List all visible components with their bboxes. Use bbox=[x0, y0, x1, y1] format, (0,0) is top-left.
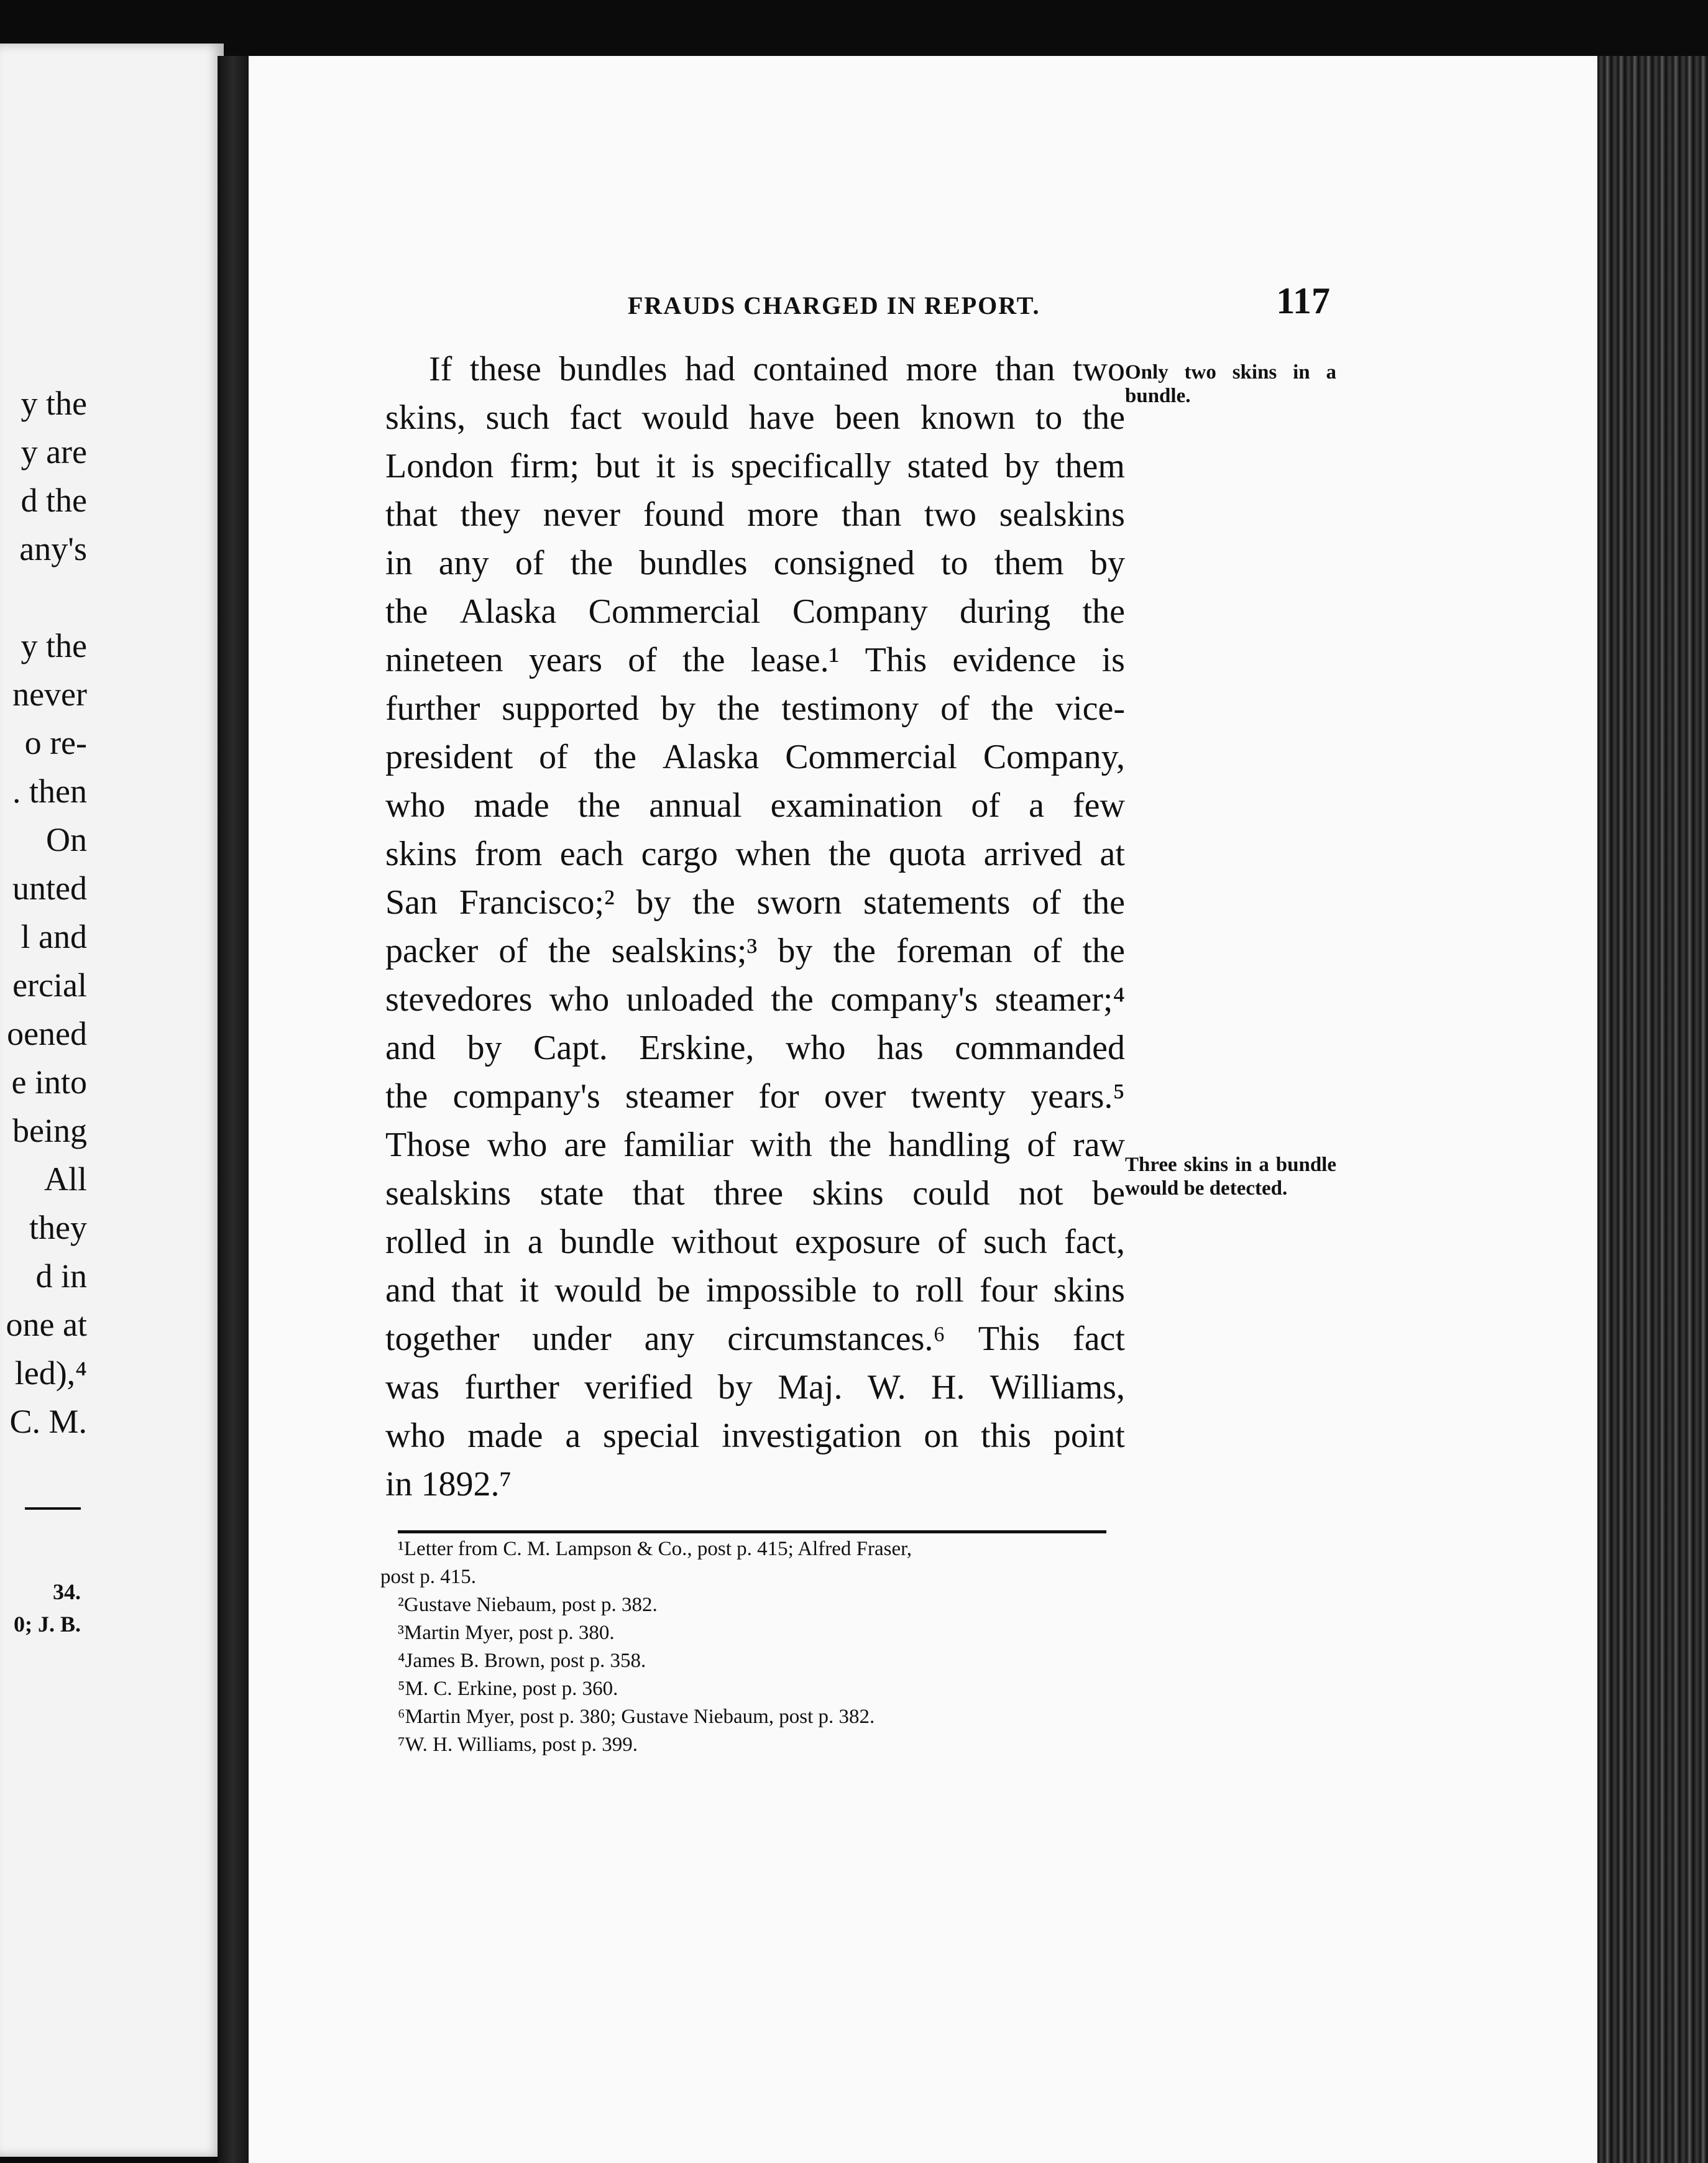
word: If bbox=[429, 350, 452, 388]
word: a bbox=[565, 1417, 581, 1455]
word: This bbox=[978, 1320, 1040, 1358]
word: is bbox=[691, 447, 715, 485]
word: this bbox=[981, 1417, 1032, 1455]
word: Francisco;² bbox=[459, 883, 615, 922]
word: a bbox=[1029, 786, 1044, 825]
text-line bbox=[385, 927, 1125, 975]
word: is bbox=[1101, 641, 1125, 679]
left-line: never bbox=[12, 676, 87, 713]
word: steamer bbox=[625, 1077, 734, 1116]
word: two bbox=[1073, 350, 1125, 388]
word: the bbox=[771, 980, 814, 1019]
word: skins, bbox=[385, 398, 466, 437]
text-line bbox=[385, 733, 1125, 781]
text-line bbox=[385, 1218, 1125, 1266]
word: sealskins bbox=[385, 1174, 512, 1213]
word: firm; bbox=[510, 447, 580, 485]
word: Those bbox=[385, 1126, 471, 1164]
word: the bbox=[577, 786, 621, 825]
word: under bbox=[532, 1320, 612, 1358]
text-line bbox=[385, 830, 1125, 878]
word: them bbox=[994, 544, 1064, 582]
word: circumstances.⁶ bbox=[727, 1320, 945, 1358]
word: Alaska bbox=[459, 592, 557, 631]
word: on bbox=[924, 1417, 959, 1455]
word: it bbox=[656, 447, 676, 485]
word: of bbox=[1032, 883, 1061, 922]
text-line bbox=[385, 539, 1125, 587]
left-line: On bbox=[46, 821, 87, 858]
text-line bbox=[385, 975, 1125, 1024]
left-line: any's bbox=[19, 530, 87, 567]
left-line: ercial bbox=[12, 967, 87, 1004]
text-line bbox=[385, 1266, 1125, 1315]
word: who bbox=[385, 1417, 446, 1455]
word: Commercial bbox=[588, 592, 761, 631]
word: more bbox=[906, 350, 978, 388]
sidenote-three-skins: Three skins in a bundle would be detected. bbox=[1125, 1154, 1336, 1200]
word: in bbox=[385, 544, 413, 582]
word: to bbox=[1035, 398, 1063, 437]
word: by bbox=[717, 1368, 753, 1407]
left-line: y the bbox=[21, 385, 87, 422]
word: Alaska bbox=[662, 738, 760, 776]
left-page-fragment bbox=[0, 44, 224, 2157]
page-number: 117 bbox=[1276, 280, 1330, 321]
word: two bbox=[924, 495, 977, 534]
word: than bbox=[841, 495, 902, 534]
word: for bbox=[758, 1077, 799, 1116]
left-line: d in bbox=[35, 1257, 87, 1295]
word: the bbox=[594, 738, 637, 776]
text-line bbox=[385, 1121, 1125, 1169]
text-line bbox=[385, 1363, 1125, 1412]
word: This bbox=[865, 641, 927, 679]
left-line: one at bbox=[6, 1306, 87, 1343]
text-line bbox=[385, 1412, 1125, 1460]
word: testimony bbox=[781, 689, 919, 728]
footnote: post p. 415. bbox=[380, 1566, 477, 1588]
word: was bbox=[385, 1368, 440, 1407]
word: the bbox=[570, 544, 613, 582]
word: of bbox=[1032, 932, 1062, 970]
word: Commercial bbox=[785, 738, 957, 776]
word: nineteen bbox=[385, 641, 503, 679]
footnote: ⁵M. C. Erkine, post p. 360. bbox=[398, 1678, 618, 1700]
word: by bbox=[1004, 447, 1040, 485]
body-text bbox=[385, 345, 1125, 1509]
word: four bbox=[980, 1271, 1038, 1310]
word: of bbox=[515, 544, 544, 582]
word: San bbox=[385, 883, 438, 922]
word: W. bbox=[867, 1368, 906, 1407]
left-line: unted bbox=[12, 870, 87, 907]
word: at bbox=[1100, 835, 1125, 873]
word: during bbox=[959, 592, 1051, 631]
word: the bbox=[991, 689, 1034, 728]
word: who bbox=[786, 1029, 846, 1067]
word: the bbox=[1082, 883, 1125, 922]
word: the bbox=[1082, 932, 1125, 970]
word: rolled bbox=[385, 1223, 467, 1261]
word: of bbox=[1027, 1126, 1056, 1164]
word: consigned bbox=[773, 544, 915, 582]
word: arrived bbox=[983, 835, 1083, 873]
word: have bbox=[748, 398, 815, 437]
text-line bbox=[385, 781, 1125, 830]
word: made bbox=[474, 786, 549, 825]
word: bundles bbox=[559, 350, 668, 388]
word: such bbox=[485, 398, 550, 437]
left-line: y the bbox=[21, 627, 87, 664]
text-line bbox=[385, 1024, 1125, 1072]
word: who bbox=[487, 1126, 548, 1164]
word: the bbox=[385, 592, 428, 631]
left-line: l and bbox=[21, 918, 87, 955]
word: could bbox=[912, 1174, 990, 1213]
left-line: oened bbox=[7, 1015, 87, 1052]
word: of bbox=[498, 932, 528, 970]
word: annual bbox=[649, 786, 742, 825]
left-line: All bbox=[44, 1160, 87, 1198]
word: of bbox=[971, 786, 1001, 825]
word: company's bbox=[830, 980, 978, 1019]
page-header bbox=[628, 280, 1330, 329]
text-line bbox=[385, 1169, 1125, 1218]
word: state bbox=[539, 1174, 604, 1213]
word: steamer;⁴ bbox=[994, 980, 1125, 1019]
word: but bbox=[595, 447, 640, 485]
word: over bbox=[824, 1077, 886, 1116]
word: from bbox=[474, 835, 543, 873]
word: investigation bbox=[722, 1417, 902, 1455]
word: president bbox=[385, 738, 513, 776]
word: by bbox=[636, 883, 671, 922]
word: roll bbox=[915, 1271, 964, 1310]
word: Capt. bbox=[533, 1029, 608, 1067]
text-line bbox=[385, 636, 1125, 684]
word: further bbox=[464, 1368, 559, 1407]
text-line bbox=[385, 442, 1125, 490]
word: Company, bbox=[983, 738, 1125, 776]
left-footnote-line: 0; J. B. bbox=[14, 1612, 81, 1637]
word: without bbox=[671, 1223, 778, 1261]
word: in bbox=[483, 1223, 511, 1261]
left-line: e into bbox=[11, 1063, 87, 1101]
word: they bbox=[460, 495, 521, 534]
word: and bbox=[385, 1271, 436, 1310]
word: skins bbox=[1053, 1271, 1125, 1310]
word: it bbox=[519, 1271, 539, 1310]
word: would bbox=[641, 398, 729, 437]
word: sealskins;³ bbox=[611, 932, 758, 970]
left-footnote-rule bbox=[25, 1507, 81, 1510]
footnote: ¹Letter from C. M. Lampson & Co., post p. 415; Alfred Fraser, bbox=[398, 1538, 912, 1560]
footnote: ⁷W. H. Williams, post p. 399. bbox=[398, 1734, 638, 1756]
word: to bbox=[941, 544, 968, 582]
word: be bbox=[657, 1271, 691, 1310]
word: that bbox=[385, 495, 438, 534]
footnote: ³Martin Myer, post p. 380. bbox=[398, 1622, 615, 1644]
word: examination bbox=[770, 786, 943, 825]
footnote: ²Gustave Niebaum, post p. 382. bbox=[398, 1594, 658, 1616]
word: stated bbox=[907, 447, 989, 485]
word: known bbox=[920, 398, 1016, 437]
word: verified bbox=[584, 1368, 693, 1407]
word: bundles bbox=[639, 544, 748, 582]
word: such bbox=[983, 1223, 1047, 1261]
left-line: being bbox=[12, 1112, 87, 1149]
word: foreman bbox=[896, 932, 1012, 970]
word: impossible bbox=[705, 1271, 857, 1310]
word: sealskins bbox=[999, 495, 1125, 534]
left-line: C. M. bbox=[9, 1403, 87, 1440]
word: skins bbox=[385, 835, 457, 873]
word: that bbox=[451, 1271, 504, 1310]
footnote-rule bbox=[398, 1530, 1106, 1533]
left-line: o re- bbox=[24, 724, 87, 761]
left-line bbox=[0, 573, 87, 622]
word: a bbox=[527, 1223, 543, 1261]
word: together bbox=[385, 1320, 500, 1358]
left-page-text bbox=[0, 379, 87, 1446]
word: special bbox=[602, 1417, 700, 1455]
word: with bbox=[750, 1126, 812, 1164]
word: more bbox=[747, 495, 819, 534]
left-line: d the bbox=[21, 482, 87, 519]
word: evidence bbox=[952, 641, 1077, 679]
word: the bbox=[548, 932, 591, 970]
word: of bbox=[940, 689, 970, 728]
word: never bbox=[543, 495, 621, 534]
word: the bbox=[692, 883, 735, 922]
word: been bbox=[834, 398, 901, 437]
word: of bbox=[937, 1223, 966, 1261]
word: would bbox=[554, 1271, 642, 1310]
word: them bbox=[1055, 447, 1125, 485]
text-line bbox=[385, 1072, 1125, 1121]
word: any bbox=[438, 544, 489, 582]
word: H. bbox=[931, 1368, 965, 1407]
word: raw bbox=[1073, 1126, 1125, 1164]
word: Maj. bbox=[778, 1368, 843, 1407]
word: familiar bbox=[623, 1126, 734, 1164]
word: found bbox=[643, 495, 725, 534]
left-line: . then bbox=[12, 773, 87, 810]
text-line bbox=[385, 345, 1125, 393]
word: commanded bbox=[955, 1029, 1125, 1067]
text-line bbox=[385, 490, 1125, 539]
left-line: led),⁴ bbox=[14, 1354, 87, 1392]
word: company's bbox=[452, 1077, 600, 1116]
word: of bbox=[539, 738, 568, 776]
word: London bbox=[385, 447, 494, 485]
word: lease.¹ bbox=[750, 641, 840, 679]
word: by bbox=[778, 932, 813, 970]
word: the bbox=[682, 641, 725, 679]
word: not bbox=[1019, 1174, 1063, 1213]
word: made bbox=[467, 1417, 543, 1455]
word: point bbox=[1053, 1417, 1125, 1455]
page-edges bbox=[1597, 56, 1708, 2163]
word: exposure bbox=[794, 1223, 921, 1261]
text-line bbox=[385, 393, 1125, 442]
word: the bbox=[1082, 398, 1125, 437]
text-line bbox=[385, 684, 1125, 733]
word: Williams, bbox=[989, 1368, 1125, 1407]
word: to bbox=[872, 1271, 900, 1310]
footnotes bbox=[380, 1535, 1120, 1759]
word: be bbox=[1092, 1174, 1125, 1213]
word: unloaded bbox=[626, 980, 754, 1019]
word: skins bbox=[812, 1174, 884, 1213]
sidenote-two-skins: Only two skins in a bundle. bbox=[1125, 361, 1336, 407]
word: of bbox=[628, 641, 657, 679]
word: the bbox=[717, 689, 760, 728]
left-line: y are bbox=[21, 433, 87, 471]
word: few bbox=[1072, 786, 1125, 825]
word: packer bbox=[385, 932, 479, 970]
word: bundle bbox=[559, 1223, 655, 1261]
word: the bbox=[829, 1126, 872, 1164]
word: fact bbox=[569, 398, 622, 437]
word: Company bbox=[792, 592, 928, 631]
word: vice- bbox=[1055, 689, 1125, 728]
running-title: FRAUDS CHARGED IN REPORT. bbox=[628, 292, 1040, 319]
text-line bbox=[385, 587, 1125, 636]
word: each bbox=[559, 835, 624, 873]
word: Erskine, bbox=[639, 1029, 755, 1067]
word: statements bbox=[863, 883, 1011, 922]
word: further bbox=[385, 689, 480, 728]
word: years.⁵ bbox=[1031, 1077, 1125, 1116]
word: cargo bbox=[641, 835, 719, 873]
word: years bbox=[528, 641, 603, 679]
word: three bbox=[714, 1174, 784, 1213]
footnote: ⁴James B. Brown, post p. 358. bbox=[398, 1650, 646, 1672]
word: the bbox=[833, 932, 876, 970]
word: who bbox=[549, 980, 610, 1019]
word: any bbox=[644, 1320, 695, 1358]
word: who bbox=[385, 786, 446, 825]
text-line bbox=[385, 1315, 1125, 1363]
text-line bbox=[385, 878, 1125, 927]
word: specifically bbox=[730, 447, 891, 485]
word: fact, bbox=[1064, 1223, 1125, 1261]
word: by bbox=[467, 1029, 502, 1067]
word: by bbox=[661, 689, 696, 728]
word: had bbox=[685, 350, 735, 388]
left-line: they bbox=[29, 1209, 87, 1246]
word: contained bbox=[753, 350, 889, 388]
left-footnotes bbox=[0, 1576, 81, 1640]
word: when bbox=[735, 835, 811, 873]
word: fact bbox=[1073, 1320, 1125, 1358]
word: sworn bbox=[756, 883, 842, 922]
word: has bbox=[877, 1029, 924, 1067]
word: quota bbox=[888, 835, 966, 873]
word: stevedores bbox=[385, 980, 533, 1019]
word: and bbox=[385, 1029, 436, 1067]
word: the bbox=[385, 1077, 428, 1116]
word: are bbox=[564, 1126, 607, 1164]
word: these bbox=[469, 350, 541, 388]
word: by bbox=[1090, 544, 1125, 582]
word: handling bbox=[888, 1126, 1011, 1164]
word: supported bbox=[502, 689, 640, 728]
left-footnote-line: 34. bbox=[53, 1579, 81, 1604]
footnote: ⁶Martin Myer, post p. 380; Gustave Niebaum, post p. 382. bbox=[398, 1706, 875, 1728]
text-line: in 1892.⁷ bbox=[385, 1465, 512, 1504]
word: than bbox=[995, 350, 1055, 388]
word: twenty bbox=[911, 1077, 1006, 1116]
word: that bbox=[632, 1174, 685, 1213]
word: the bbox=[829, 835, 871, 873]
word: the bbox=[1082, 592, 1125, 631]
